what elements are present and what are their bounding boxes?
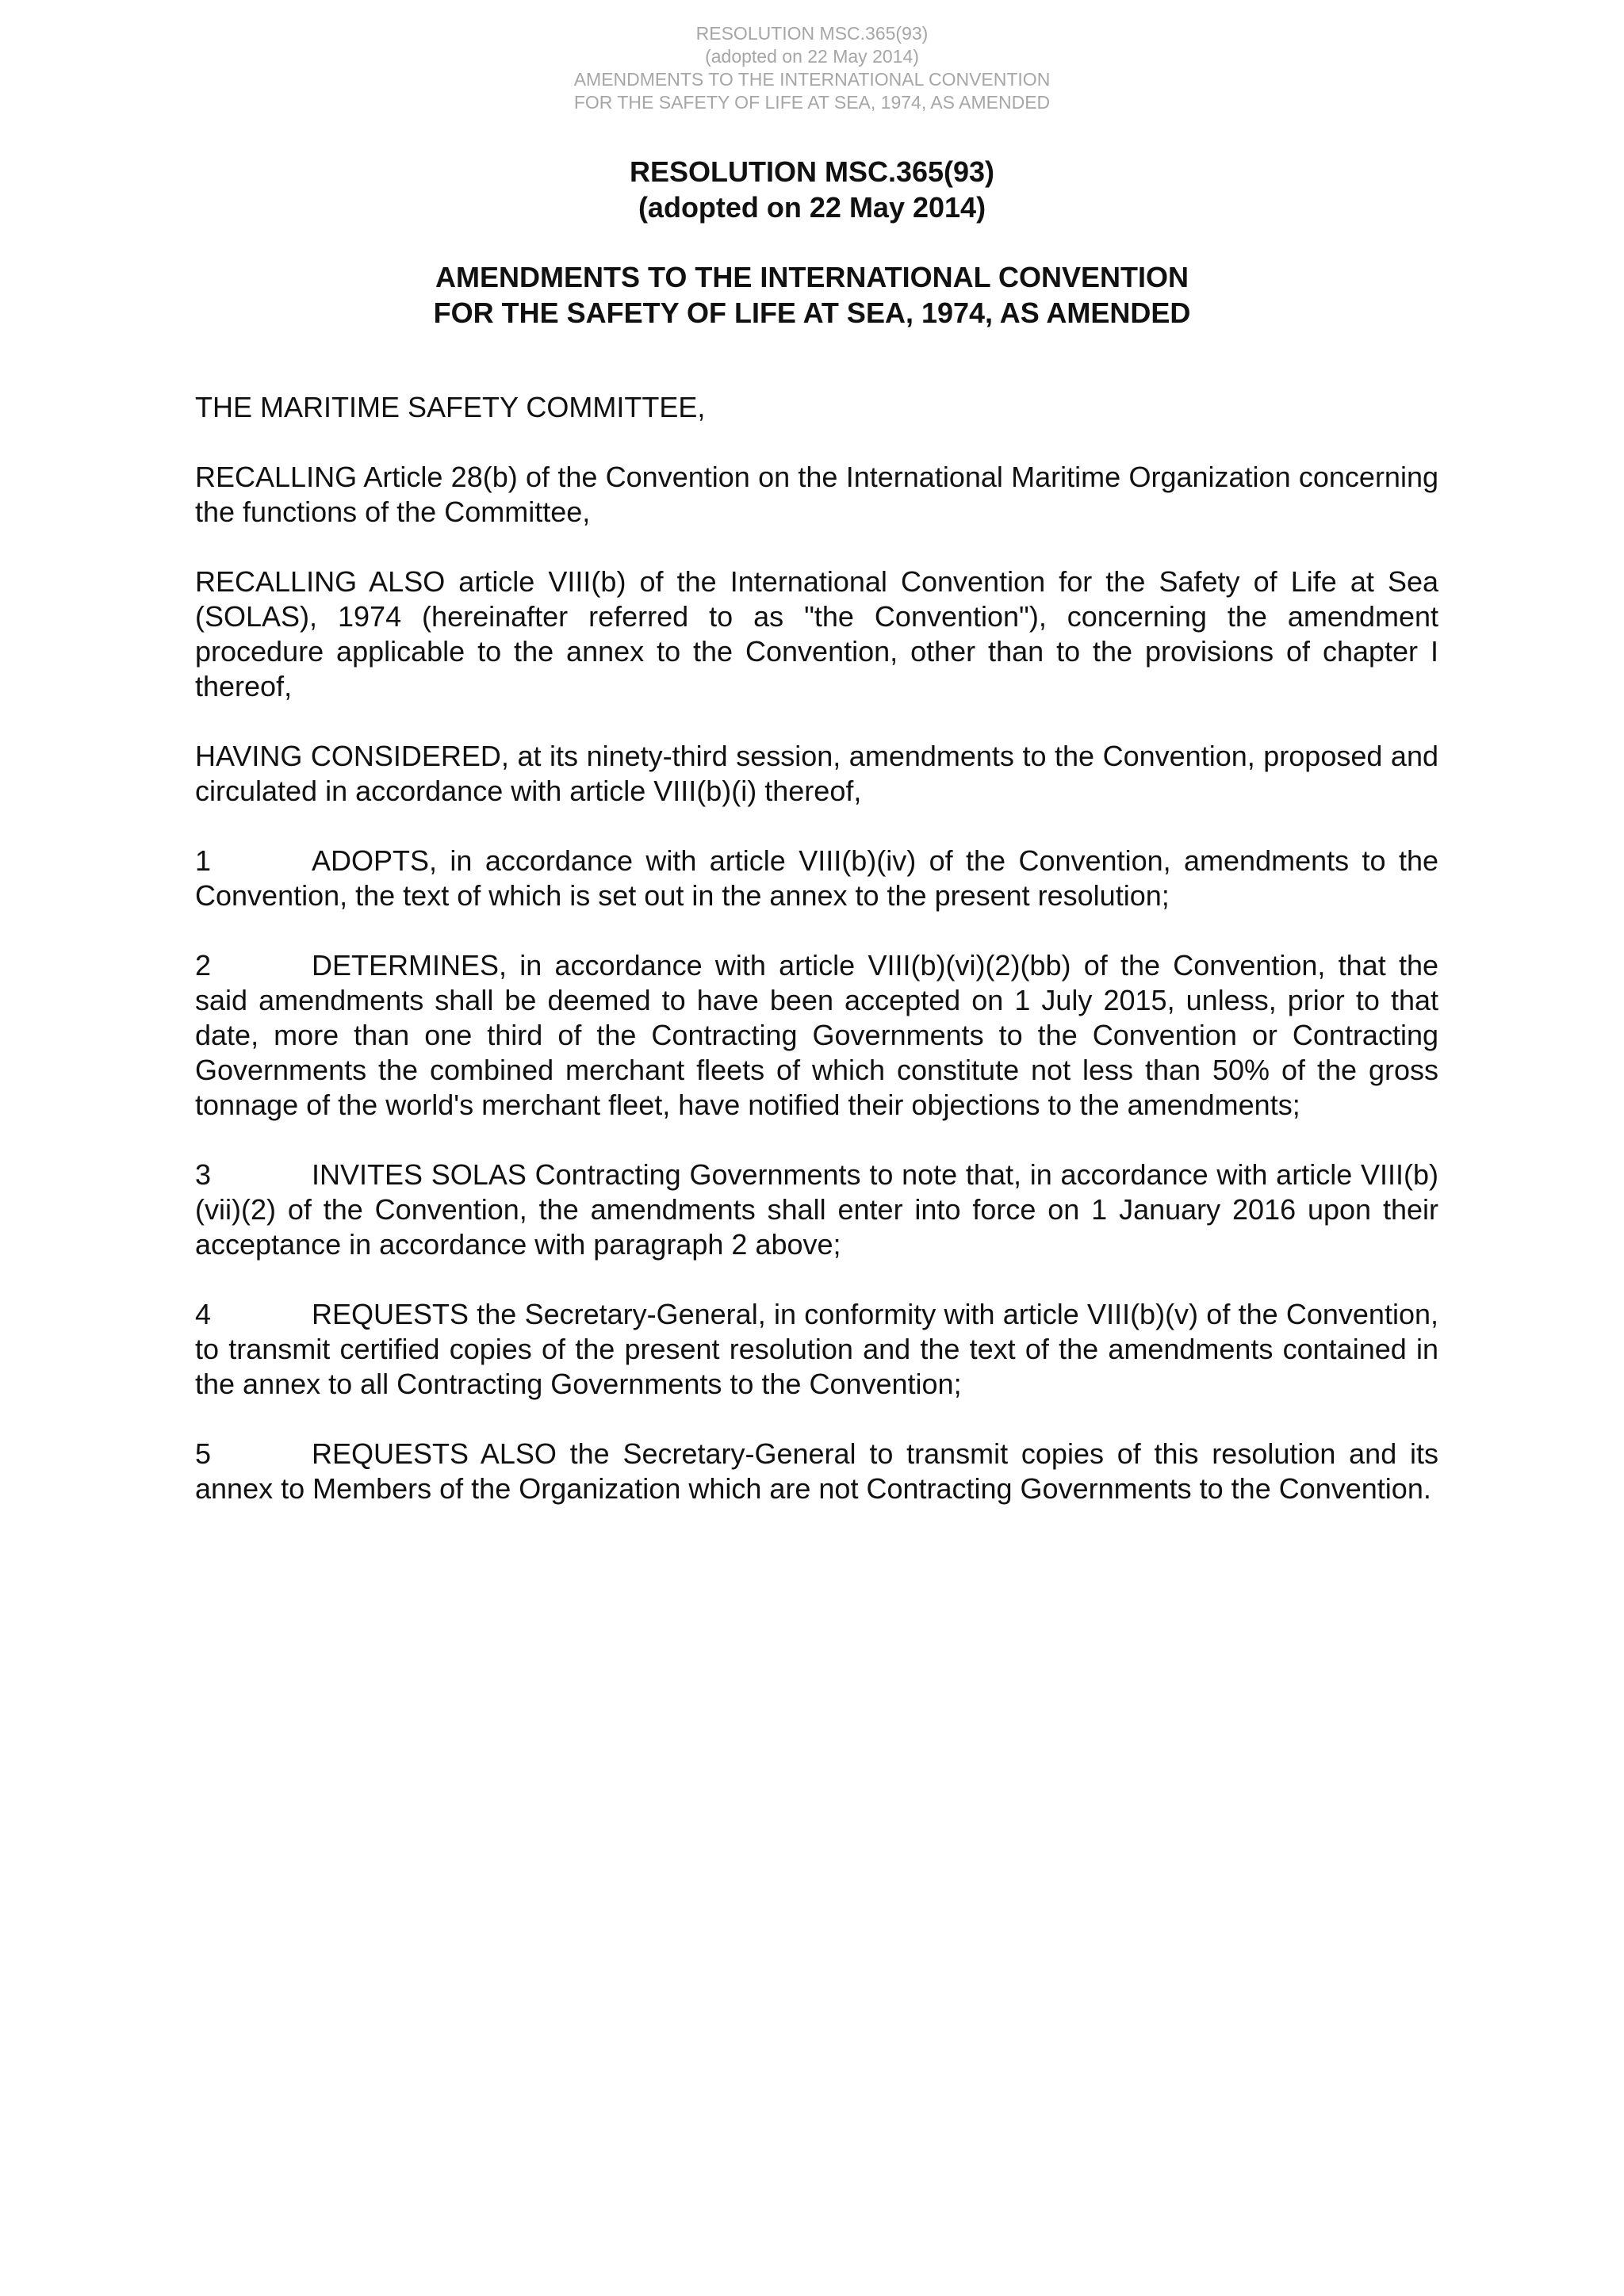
preamble-paragraph: RECALLING Article 28(b) of the Convention on the International Maritime Organization concerning the functions of the Committee, [195, 461, 1438, 528]
committee-line: THE MARITIME SAFETY COMMITTEE, [195, 391, 706, 423]
title-block [0, 154, 1624, 331]
paragraph-number: 4 [195, 1298, 212, 1330]
operative-paragraph [195, 1437, 1438, 1506]
running-header [0, 22, 1624, 114]
running-header-line: RESOLUTION MSC.365(93) [695, 23, 929, 44]
paragraph-number: 5 [195, 1437, 212, 1470]
document-heading: AMENDMENTS TO THE INTERNATIONAL CONVENTION [435, 261, 1189, 293]
paragraph-text: REQUESTS ALSO the Secretary-General to transmit copies of this resolution and its annex to Members of the Organization which are not Contracting Governments to the Convention. [195, 1437, 1438, 1505]
running-header-line: (adopted on 22 May 2014) [705, 46, 919, 67]
document-body [195, 390, 1438, 1541]
operative-paragraph [195, 1297, 1438, 1402]
running-header-line: FOR THE SAFETY OF LIFE AT SEA, 1974, AS AMENDED [573, 92, 1051, 113]
preamble-paragraph: HAVING CONSIDERED, at its ninety-third session, amendments to the Convention, proposed and circulated in accordance with article VIII(b)(i) thereof, [195, 740, 1438, 807]
document-heading: FOR THE SAFETY OF LIFE AT SEA, 1974, AS AMENDED [433, 297, 1191, 329]
paragraph-text: ADOPTS, in accordance with article VIII(b)(iv) of the Convention, amendments to the Convention, the text of which is set out in the annex to the present resolution; [195, 844, 1438, 912]
paragraph-number: 3 [195, 1158, 212, 1191]
resolution-number: RESOLUTION MSC.365(93) [629, 155, 995, 188]
paragraph-text: DETERMINES, in accordance with article VIII(b)(vi)(2)(bb) of the Convention, that the said amendments shall be deemed to have been accepted on 1 July 2015, unless, prior to that date, more than one third of the Contracting Governments to the Convention or Contracting Governments the combined merchant fleets of which constitute not less than 50% of the gross tonnage of the world's merchant fleet, have notified their objections to the amendments; [195, 949, 1438, 1121]
paragraph-number: 2 [195, 949, 212, 982]
paragraph-text: INVITES SOLAS Contracting Governments to note that, in accordance with article VIII(b)(vii)(2) of the Convention, the amendments shall enter into force on 1 January 2016 upon their acceptance in accordance with paragraph 2 above; [195, 1158, 1438, 1261]
operative-paragraph [195, 1158, 1438, 1262]
paragraph-number: 1 [195, 844, 212, 877]
operative-paragraph [195, 948, 1438, 1123]
running-header-line: AMENDMENTS TO THE INTERNATIONAL CONVENTION [573, 69, 1051, 90]
adoption-date: (adopted on 22 May 2014) [638, 191, 986, 224]
paragraph-text: REQUESTS the Secretary-General, in conformity with article VIII(b)(v) of the Convention, to transmit certified copies of the present resolution and the text of the amendments contained in the annex to all Contracting Governments to the Convention; [195, 1298, 1438, 1400]
operative-paragraph [195, 844, 1438, 913]
preamble-paragraph: RECALLING ALSO article VIII(b) of the International Convention for the Safety of Life at Sea (SOLAS), 1974 (hereinafter referred to as "the Convention"), concerning the amendment procedure applicable to the annex to the Convention, other than to the provisions of chapter I thereof, [195, 565, 1438, 702]
